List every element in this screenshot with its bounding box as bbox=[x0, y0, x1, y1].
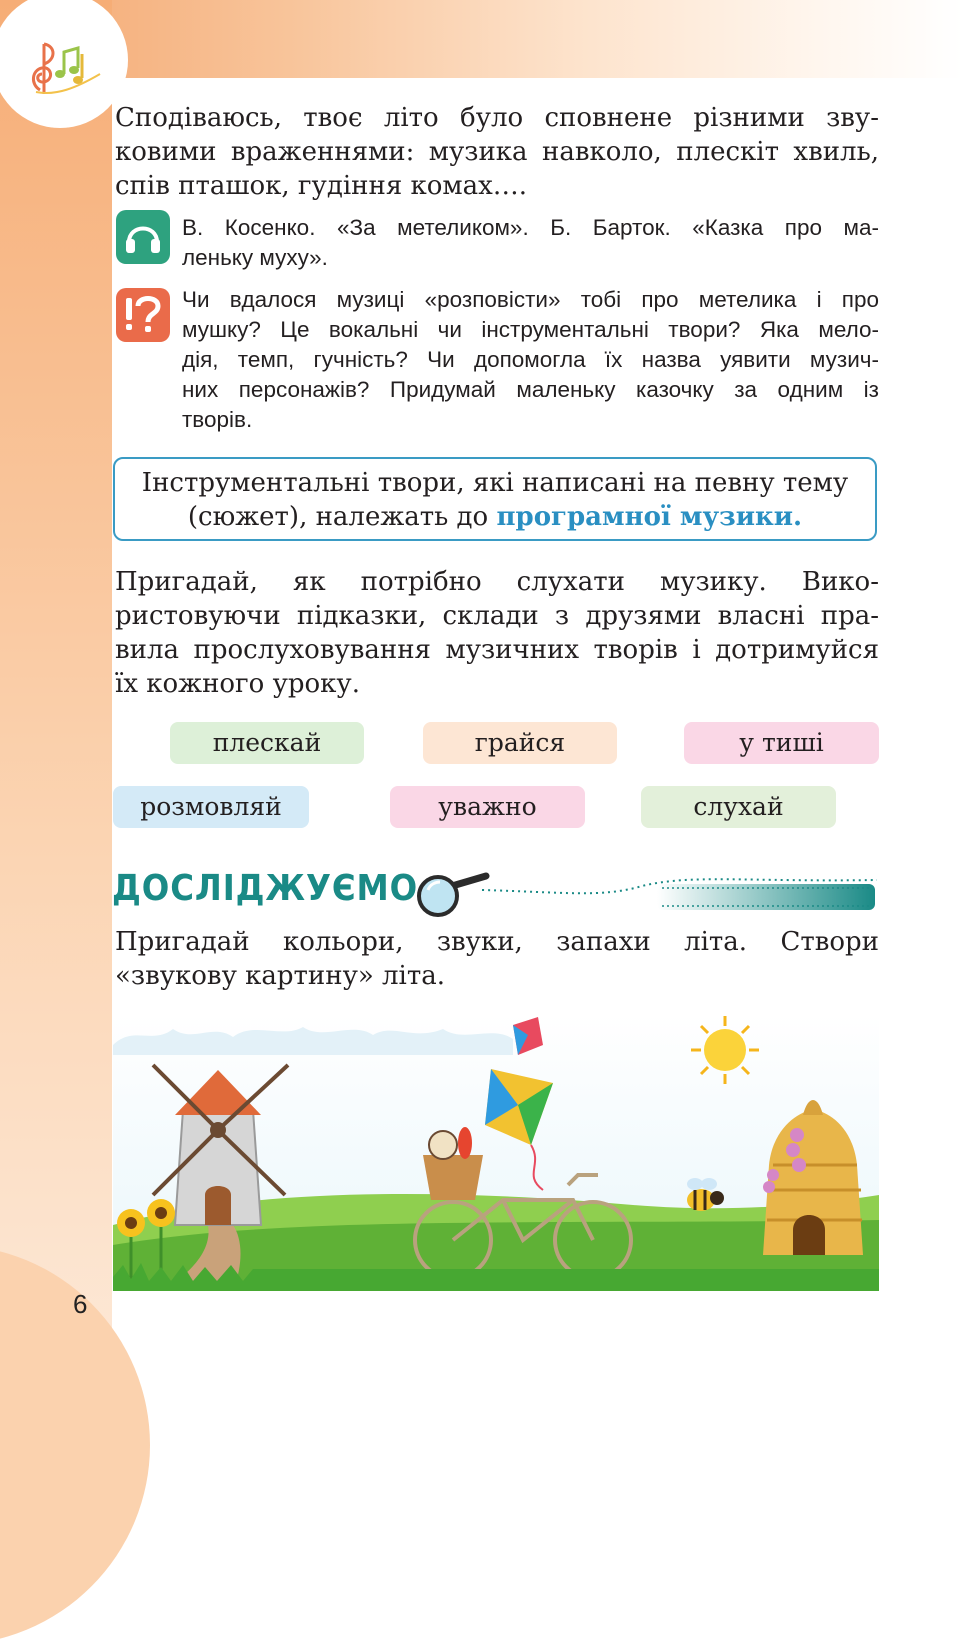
rules-paragraph bbox=[115, 565, 879, 701]
explore-line: Пригадай кольори, звуки, запахи літа. Створи bbox=[115, 927, 879, 957]
definition-term: програмної музики. bbox=[496, 502, 803, 532]
listening-line: В. Косенко. «За метеликом». Б. Барток. «Казка про ма- bbox=[182, 215, 879, 240]
question-line: творів. bbox=[182, 407, 253, 432]
question-line: мушку? Це вокальні чи інструментальні твори? Яка мело- bbox=[182, 317, 879, 342]
headphones-icon bbox=[116, 210, 170, 264]
rules-line: Пригадай, як потрібно слухати музику. Вико- bbox=[115, 567, 879, 597]
question-line: дія, темп, гучність? Чи допомогла їх назва уявити музич- bbox=[182, 347, 879, 372]
summer-scene-image bbox=[113, 1015, 879, 1291]
magnifier-icon bbox=[412, 868, 882, 920]
explore-line: «звукову картину» літа. bbox=[115, 961, 446, 991]
music-notes-icon bbox=[26, 34, 106, 98]
hint-chip: плескай bbox=[170, 722, 364, 764]
listening-task bbox=[182, 213, 879, 273]
definition-box bbox=[113, 457, 877, 541]
question-line: Чи вдалося музиці «розповісти» тобі про метелика і про bbox=[182, 287, 879, 312]
rules-line: ристовуючи підказки, склади з друзями власні пра- bbox=[115, 601, 879, 631]
summer-illustration bbox=[113, 1015, 879, 1291]
intro-line: спів пташок, гудіння комах…. bbox=[115, 171, 528, 201]
hint-chip: грайся bbox=[423, 722, 617, 764]
hint-chip: уважно bbox=[390, 786, 585, 828]
section-title: ДОСЛІДЖУЄМО bbox=[112, 868, 419, 909]
question-exclamation-icon bbox=[116, 288, 170, 342]
question-line: них персонажів? Придумай маленьку казочку за одним із bbox=[182, 377, 879, 402]
definition-line-2 bbox=[115, 500, 875, 534]
intro-line: Сподіваюсь, твоє літо було сповнене різними зву- bbox=[115, 103, 879, 133]
question-task bbox=[182, 285, 879, 435]
hint-chip: слухай bbox=[641, 786, 836, 828]
page-number: 6 bbox=[73, 1289, 88, 1319]
intro-paragraph bbox=[115, 101, 879, 203]
left-decor-band bbox=[0, 0, 112, 1394]
definition-line-1: Інструментальні твори, які написані на певну тему bbox=[141, 468, 849, 498]
rules-line: вила прослуховування музичних творів і дотримуйся bbox=[115, 635, 879, 665]
definition-text: (сюжет), належать до bbox=[187, 502, 497, 532]
hint-chip: розмовляй bbox=[113, 786, 309, 828]
rules-line: їх кожного уроку. bbox=[115, 669, 360, 699]
listening-line: леньку муху». bbox=[182, 245, 328, 270]
intro-line: ковими враженнями: музика навколо, плескіт хвиль, bbox=[115, 137, 879, 167]
hint-chip: у тиші bbox=[684, 722, 879, 764]
top-decor-band bbox=[0, 0, 963, 78]
explore-paragraph bbox=[115, 925, 879, 993]
